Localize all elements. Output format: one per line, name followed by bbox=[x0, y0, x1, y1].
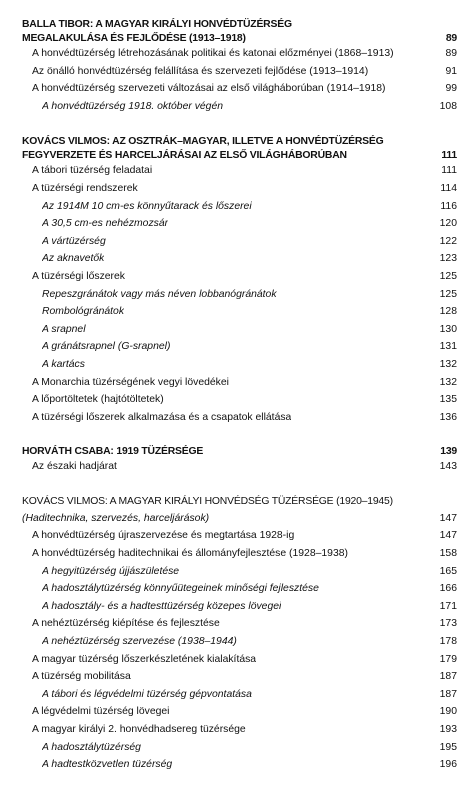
page-number: 131 bbox=[439, 341, 457, 353]
page-number: 193 bbox=[439, 724, 457, 735]
entry-title: Az 1914M 10 cm-es könnyűtarack és lőszerei bbox=[42, 200, 252, 212]
page-number: 173 bbox=[439, 618, 457, 630]
toc-entry bbox=[22, 233, 457, 251]
section-heading bbox=[22, 32, 457, 45]
page-number: 165 bbox=[439, 565, 457, 577]
entry-title: A srapnel bbox=[42, 323, 86, 335]
entry-title: A légvédelmi tüzérség lövegei bbox=[32, 706, 170, 718]
page-number: 171 bbox=[439, 600, 457, 612]
section-heading-line: HORVÁTH CSABA: 1919 TÜZÉRSÉGE bbox=[22, 446, 204, 458]
entry-title: A hegyitüzérség újjászületése bbox=[42, 565, 180, 577]
page-number: 111 bbox=[441, 165, 457, 177]
toc-entry bbox=[22, 527, 457, 545]
page-number: 111 bbox=[441, 150, 457, 162]
toc-entry bbox=[22, 63, 457, 81]
toc-entry bbox=[22, 338, 457, 356]
entry-title: A tüzérségi lőszerek alkalmazása és a csapatok ellátása bbox=[32, 411, 292, 423]
entry-title: Rombológránátok bbox=[42, 306, 125, 318]
entry-title: A lőportöltetek (hajtótöltetek) bbox=[32, 394, 164, 406]
toc-entry bbox=[22, 721, 457, 739]
page-number: 91 bbox=[445, 65, 457, 77]
page-number: 135 bbox=[439, 394, 457, 406]
page-number: 158 bbox=[439, 548, 457, 560]
toc-entry bbox=[22, 615, 457, 633]
page-number: 147 bbox=[439, 530, 457, 542]
toc-entry bbox=[22, 250, 457, 268]
toc-entry bbox=[22, 756, 457, 774]
toc-entry bbox=[22, 739, 457, 757]
entry-title: A tüzérség mobilitása bbox=[32, 671, 131, 683]
subheading-text: (Haditechnika, szervezés, harceljárások) bbox=[22, 512, 210, 524]
toc-section bbox=[22, 18, 457, 115]
section-heading-line: BALLA TIBOR: A MAGYAR KIRÁLYI HONVÉDTÜZÉRSÉG bbox=[22, 19, 292, 30]
entry-title: A tábori tüzérség feladatai bbox=[32, 165, 153, 177]
entry-title: A magyar királyi 2. honvédhadsereg tüzérsége bbox=[32, 724, 246, 735]
entry-title: A vártüzérség bbox=[42, 235, 106, 247]
page-number: 99 bbox=[445, 83, 457, 95]
entry-title: A honvédtüzérség szervezeti változásai az első világháborúban (1914–1918) bbox=[32, 83, 386, 95]
entry-title: A hadosztálytüzérség bbox=[42, 741, 141, 753]
page-number: 125 bbox=[439, 270, 457, 282]
toc-entry bbox=[22, 286, 457, 304]
page-number: 89 bbox=[445, 48, 457, 59]
toc-entry bbox=[22, 458, 457, 476]
entry-title: A tüzérségi lőszerek bbox=[32, 270, 125, 282]
page-number: 108 bbox=[439, 100, 457, 112]
entry-title: A nehéztüzérség kiépítése és fejlesztése bbox=[32, 618, 220, 630]
toc-entry bbox=[22, 686, 457, 704]
toc-section bbox=[22, 135, 457, 426]
page-number: 178 bbox=[439, 636, 457, 648]
section-heading bbox=[22, 135, 457, 148]
page-number: 166 bbox=[439, 583, 457, 595]
page-number: 187 bbox=[439, 671, 457, 683]
toc-entry bbox=[22, 321, 457, 339]
section-heading bbox=[22, 495, 457, 508]
page-number: 122 bbox=[439, 235, 457, 247]
entry-title: A gránátsrapnel (G-srapnel) bbox=[42, 341, 171, 353]
toc-entry bbox=[22, 651, 457, 669]
page-number: 114 bbox=[440, 182, 457, 194]
section-subheading bbox=[22, 510, 457, 528]
page-number: 195 bbox=[439, 741, 457, 753]
entry-title: Az északi hadjárat bbox=[32, 461, 117, 473]
toc-entry bbox=[22, 162, 457, 180]
toc-entry bbox=[22, 563, 457, 581]
page-number: 116 bbox=[440, 200, 457, 212]
page-number: 132 bbox=[439, 376, 457, 388]
page-number: 139 bbox=[440, 446, 457, 458]
toc-entry bbox=[22, 180, 457, 198]
page-number: 143 bbox=[439, 461, 457, 473]
page-number: 128 bbox=[439, 306, 457, 318]
entry-title: A kartács bbox=[42, 358, 85, 370]
toc-entry bbox=[22, 598, 457, 616]
entry-title: A tüzérségi rendszerek bbox=[32, 182, 138, 194]
page-number: 136 bbox=[439, 411, 457, 423]
toc-entry bbox=[22, 703, 457, 721]
section-heading bbox=[22, 445, 457, 458]
toc-entry bbox=[22, 98, 457, 116]
entry-title: A tábori és légvédelmi tüzérség gépvontatása bbox=[42, 688, 252, 700]
entry-title: Az aknavetők bbox=[42, 253, 105, 265]
table-of-contents bbox=[22, 18, 457, 791]
toc-section bbox=[22, 445, 457, 476]
section-heading bbox=[22, 149, 457, 162]
page-number: 120 bbox=[439, 218, 457, 230]
entry-title: Az önálló honvédtüzérség felállítása és szervezeti fejlődése (1913–1914) bbox=[32, 65, 369, 77]
page-number: 123 bbox=[439, 253, 457, 265]
toc-entry bbox=[22, 198, 457, 216]
page-number: 147 bbox=[439, 512, 457, 524]
toc-entry bbox=[22, 45, 457, 63]
page-number: 130 bbox=[439, 323, 457, 335]
entry-title: A honvédtüzérség 1918. október végén bbox=[42, 100, 224, 112]
entry-title: A nehéztüzérség szervezése (1938–1944) bbox=[42, 636, 237, 648]
section-heading-line: KOVÁCS VILMOS: A MAGYAR KIRÁLYI HONVÉDSÉG TÜZÉRSÉGE (1920–1945) bbox=[22, 495, 393, 507]
toc-entry bbox=[22, 374, 457, 392]
entry-title: A 30,5 cm-es nehézmozsár bbox=[42, 218, 169, 230]
toc-entry bbox=[22, 303, 457, 321]
toc-entry bbox=[22, 545, 457, 563]
section-heading-line: FEGYVERZETE ÉS HARCELJÁRÁSAI AZ ELSŐ VILÁGHÁBORÚBAN bbox=[22, 150, 347, 162]
entry-title: Repeszgránátok vagy más néven lobbanógránátok bbox=[42, 288, 277, 300]
page-number: 190 bbox=[439, 706, 457, 718]
entry-title: A hadosztálytüzérség könnyűütegeinek minőségi fejlesztése bbox=[42, 583, 319, 595]
toc-entry bbox=[22, 391, 457, 409]
toc-entry bbox=[22, 668, 457, 686]
page-number: 132 bbox=[439, 358, 457, 370]
page-number: 187 bbox=[439, 688, 457, 700]
page-number: 125 bbox=[439, 288, 457, 300]
toc-entry bbox=[22, 80, 457, 98]
section-heading-line: KOVÁCS VILMOS: AZ OSZTRÁK–MAGYAR, ILLETVE A HONVÉDTÜZÉRSÉG bbox=[22, 136, 384, 148]
section-heading bbox=[22, 18, 457, 31]
page-number: 179 bbox=[439, 653, 457, 665]
entry-title: A honvédtüzérség létrehozásának politikai és katonai előzményei (1868–1913) bbox=[32, 48, 394, 59]
page-number: 196 bbox=[439, 759, 457, 771]
toc-entry bbox=[22, 580, 457, 598]
toc-entry bbox=[22, 356, 457, 374]
entry-title: A hadosztály- és a hadtesttüzérség közepes lövegei bbox=[42, 600, 282, 612]
entry-title: A hadtestközvetlen tüzérség bbox=[42, 759, 173, 771]
entry-title: A Monarchia tüzérségének vegyi lövedékei bbox=[32, 376, 229, 388]
toc-entry bbox=[22, 215, 457, 233]
page-number: 89 bbox=[445, 33, 457, 44]
toc-entry bbox=[22, 409, 457, 427]
entry-title: A honvédtüzérség újraszervezése és megtartása 1928-ig bbox=[32, 530, 295, 542]
entry-title: A magyar tüzérség lőszerkészletének kialakítása bbox=[32, 653, 257, 665]
toc-section bbox=[22, 495, 457, 774]
section-heading-line: MEGALAKULÁSA ÉS FEJLŐDÉSE (1913–1918) bbox=[22, 33, 246, 44]
toc-entry bbox=[22, 268, 457, 286]
entry-title: A honvédtüzérség haditechnikai és állományfejlesztése (1928–1938) bbox=[32, 548, 348, 560]
toc-entry bbox=[22, 633, 457, 651]
